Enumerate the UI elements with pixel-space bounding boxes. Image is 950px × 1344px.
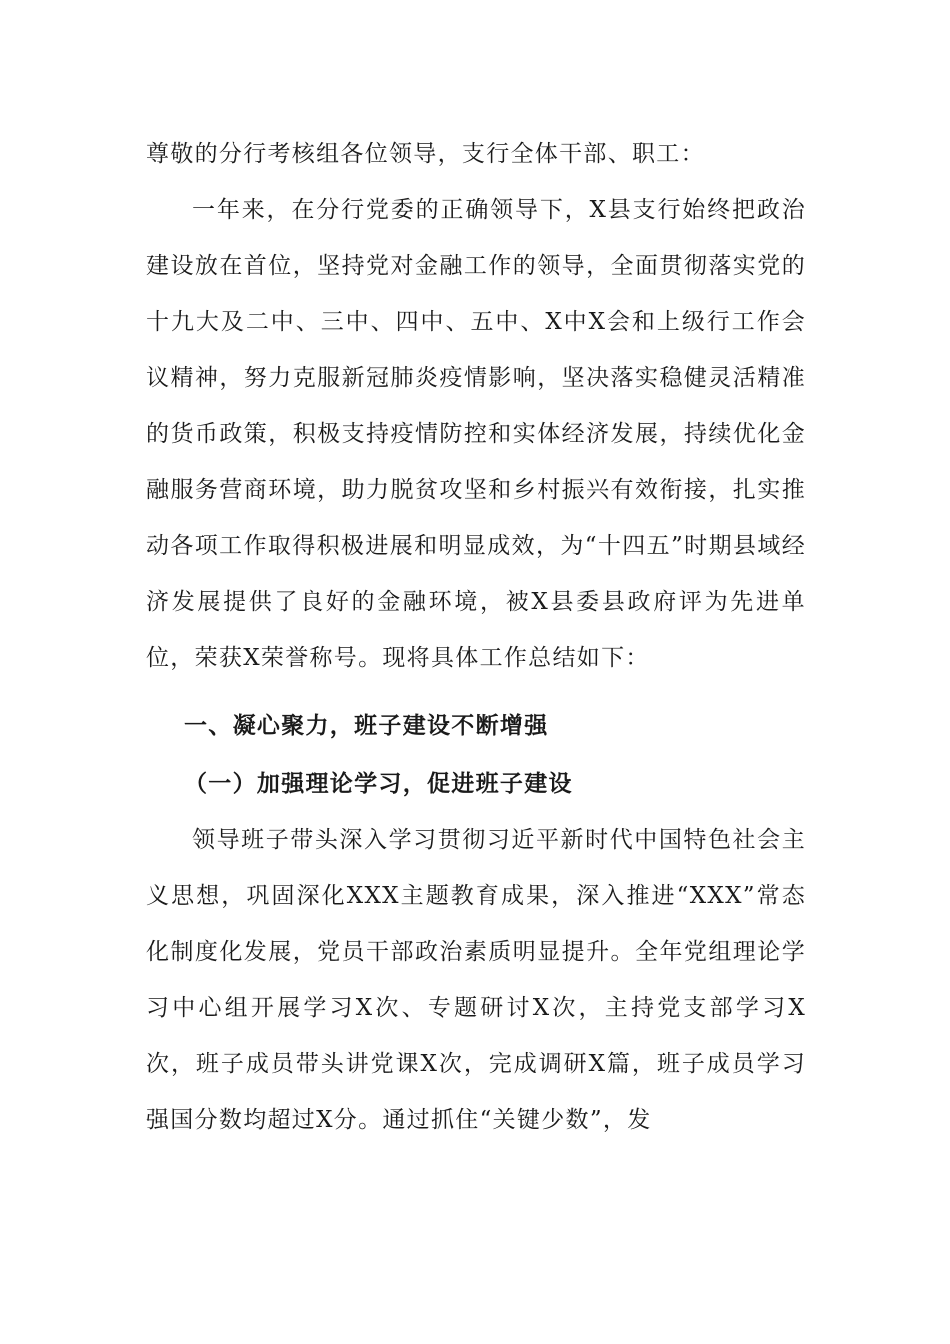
section-heading: 一、凝心聚力，班子建设不断增强 bbox=[184, 713, 549, 739]
subsection-heading: （一）加强理论学习，促进班子建设 bbox=[184, 770, 573, 797]
intro-paragraph: 一年来，在分行党委的正确领导下，X县支行始终把政治建设放在首位，坚持党对金融工作的领导，全面贯彻落实党的十九大及二中、三中、四中、五中、X中X会和上级行工作会议精神，努力克服新冠肺炎疫情影响，坚决落实稳健灵活精准的货币政策，积极支持疫情防控和实体经济发展，持续优化金融服务营商环境，助力脱贫攻坚和乡村振兴有效衔接，扎实推动各项工作取得积极进展和明显成效，为“十四五”时期县域经济发展提供了良好的金融环境，被X县委县政府评为先进单位，荣获X荣誉称号。现将具体工作总结如下： bbox=[146, 197, 806, 671]
salutation: 尊敬的分行考核组各位领导，支行全体干部、职工： bbox=[146, 141, 705, 167]
document-body bbox=[146, 126, 806, 1148]
subsection-paragraph: 领导班子带头深入学习贯彻习近平新时代中国特色社会主义思想，巩固深化XXX主题教育成果，深入推进“XXX”常态化制度化发展，党员干部政治素质明显提升。全年党组理论学习中心组开展学习X次、专题研讨X次，主持党支部学习X次，班子成员带头讲党课X次，完成调研X篇，班子成员学习强国分数均超过X分。通过抓住“关键少数”，发 bbox=[146, 827, 806, 1133]
